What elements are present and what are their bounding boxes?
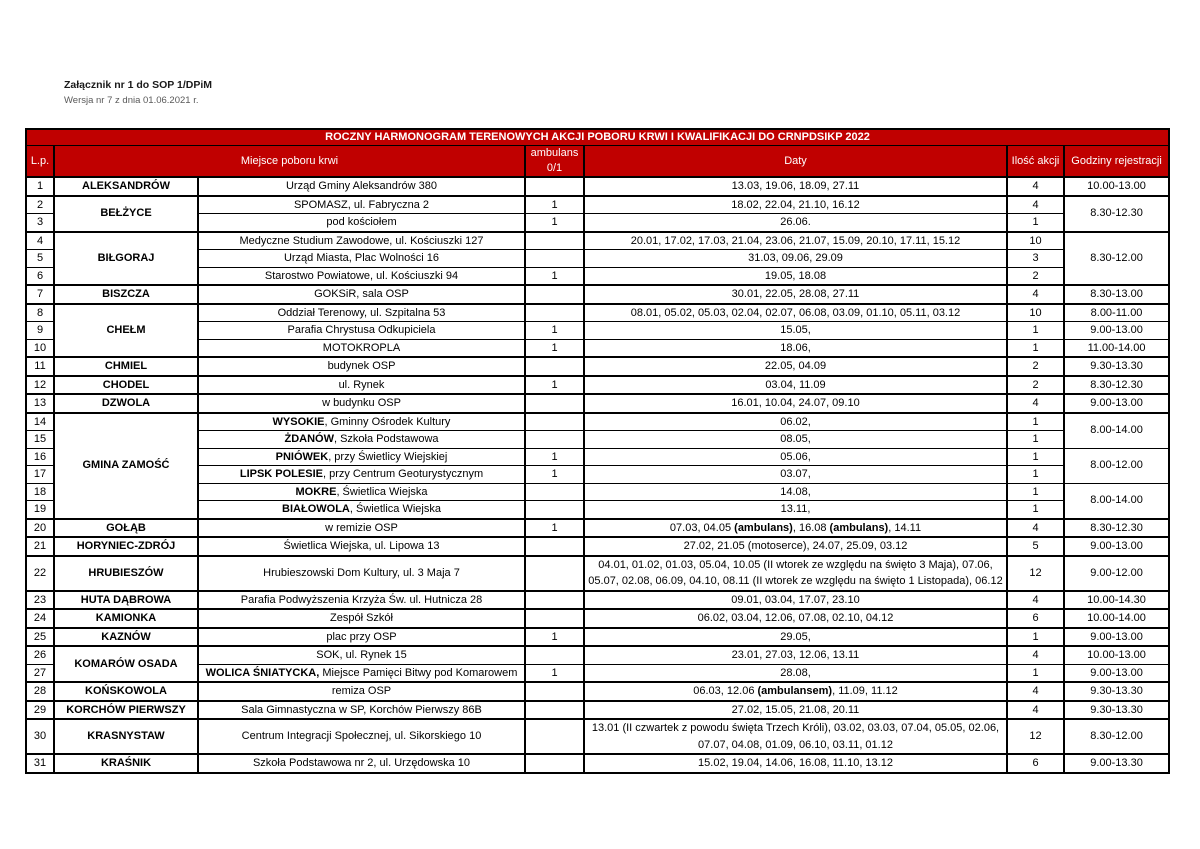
address-cell: Zespół Szkół bbox=[198, 609, 525, 628]
place-cell: GOŁĄB bbox=[54, 519, 198, 538]
address-cell: Hrubieszowski Dom Kultury, ul. 3 Maja 7 bbox=[198, 556, 525, 591]
count-cell: 12 bbox=[1007, 556, 1064, 591]
dates-cell: 04.01, 01.02, 01.03, 05.04, 10.05 (II wtorek ze względu na święto 3 Maja), 07.06, 05.07, 02.08, 06.09, 04.10, 08.11 (II wtorek ze względu na święto 1 Listopada), 06.12 bbox=[584, 556, 1007, 591]
ambulance-cell: 1 bbox=[525, 664, 584, 682]
dates-cell: 31.03, 09.06, 29.09 bbox=[584, 250, 1007, 268]
count-cell: 1 bbox=[1007, 501, 1064, 519]
dates-cell: 08.05, bbox=[584, 431, 1007, 449]
address-cell: ul. Rynek bbox=[198, 376, 525, 395]
hours-cell: 9.00-13.00 bbox=[1064, 628, 1169, 647]
address-cell: MOKRE, Świetlica Wiejska bbox=[198, 483, 525, 501]
count-cell: 1 bbox=[1007, 214, 1064, 232]
lp-cell: 19 bbox=[26, 501, 54, 519]
table-row bbox=[26, 483, 1169, 501]
lp-cell: 9 bbox=[26, 322, 54, 340]
count-cell: 1 bbox=[1007, 628, 1064, 647]
ambulance-cell bbox=[525, 232, 584, 250]
ambulance-cell bbox=[525, 556, 584, 591]
table-row bbox=[26, 556, 1169, 591]
place-cell: HORYNIEC-ZDRÓJ bbox=[54, 537, 198, 556]
hours-cell: 10.00-14.00 bbox=[1064, 609, 1169, 628]
dates-cell: 15.05, bbox=[584, 322, 1007, 340]
table-row bbox=[26, 591, 1169, 610]
lp-cell: 17 bbox=[26, 466, 54, 484]
dates-cell: 07.03, 04.05 (ambulans), 16.08 (ambulans), 14.11 bbox=[584, 519, 1007, 538]
count-cell: 4 bbox=[1007, 701, 1064, 720]
col-header-dates: Daty bbox=[584, 145, 1007, 177]
count-cell: 2 bbox=[1007, 376, 1064, 395]
address-cell: WYSOKIE, Gminny Ośrodek Kultury bbox=[198, 413, 525, 431]
place-cell: DZWOLA bbox=[54, 394, 198, 413]
place-cell: GMINA ZAMOŚĆ bbox=[54, 413, 198, 519]
table-row bbox=[26, 250, 1169, 268]
address-cell: Oddział Terenowy, ul. Szpitalna 53 bbox=[198, 304, 525, 322]
place-cell: CHMIEL bbox=[54, 357, 198, 376]
ambulance-cell: 1 bbox=[525, 339, 584, 357]
ambulance-cell bbox=[525, 609, 584, 628]
dates-cell: 03.07, bbox=[584, 466, 1007, 484]
address-cell: ŻDANÓW, Szkoła Podstawowa bbox=[198, 431, 525, 449]
lp-cell: 29 bbox=[26, 701, 54, 720]
dates-cell: 06.02, 03.04, 12.06, 07.08, 02.10, 04.12 bbox=[584, 609, 1007, 628]
col-header-ambulance-line2: 0/1 bbox=[546, 161, 563, 174]
hours-cell: 10.00-14.30 bbox=[1064, 591, 1169, 610]
dates-cell: 16.01, 10.04, 24.07, 09.10 bbox=[584, 394, 1007, 413]
table-row bbox=[26, 719, 1169, 754]
dates-cell: 06.03, 12.06 (ambulansem), 11.09, 11.12 bbox=[584, 682, 1007, 701]
dates-cell: 29.05, bbox=[584, 628, 1007, 647]
attachment-note: Załącznik nr 1 do SOP 1/DPiM bbox=[64, 79, 213, 91]
lp-cell: 8 bbox=[26, 304, 54, 322]
table-row bbox=[26, 322, 1169, 340]
count-cell: 2 bbox=[1007, 267, 1064, 285]
hours-cell: 9.00-13.00 bbox=[1064, 394, 1169, 413]
hours-cell: 9.00-13.00 bbox=[1064, 664, 1169, 682]
ambulance-cell bbox=[525, 357, 584, 376]
lp-cell: 4 bbox=[26, 232, 54, 250]
dates-cell: 14.08, bbox=[584, 483, 1007, 501]
hours-cell: 9.30-13.30 bbox=[1064, 357, 1169, 376]
version-note: Wersja nr 7 z dnia 01.06.2021 r. bbox=[64, 95, 199, 106]
table-row bbox=[26, 519, 1169, 538]
address-cell: pod kościołem bbox=[198, 214, 525, 232]
address-cell: PNIÓWEK, przy Świetlicy Wiejskiej bbox=[198, 448, 525, 466]
lp-cell: 24 bbox=[26, 609, 54, 628]
dates-cell: 15.02, 19.04, 14.06, 16.08, 11.10, 13.12 bbox=[584, 754, 1007, 773]
address-cell: Centrum Integracji Społecznej, ul. Sikorskiego 10 bbox=[198, 719, 525, 754]
ambulance-cell bbox=[525, 719, 584, 754]
lp-cell: 21 bbox=[26, 537, 54, 556]
address-cell: w budynku OSP bbox=[198, 394, 525, 413]
place-cell: CHEŁM bbox=[54, 304, 198, 358]
dates-cell: 27.02, 21.05 (motoserce), 24.07, 25.09, 03.12 bbox=[584, 537, 1007, 556]
dates-cell: 13.01 (II czwartek z powodu święta Trzech Króli), 03.02, 03.03, 07.04, 05.05, 02.06, 07.07, 04.08, 01.09, 06.10, 03.11, 01.12 bbox=[584, 719, 1007, 754]
address-cell: Sala Gimnastyczna w SP, Korchów Pierwszy 86B bbox=[198, 701, 525, 720]
ambulance-cell bbox=[525, 431, 584, 449]
table-row bbox=[26, 177, 1169, 196]
hours-cell: 8.00-14.00 bbox=[1064, 413, 1169, 449]
ambulance-cell bbox=[525, 285, 584, 304]
table-row bbox=[26, 646, 1169, 664]
count-cell: 12 bbox=[1007, 719, 1064, 754]
hours-cell: 9.30-13.30 bbox=[1064, 701, 1169, 720]
col-header-ambulance bbox=[525, 145, 584, 177]
ambulance-cell bbox=[525, 304, 584, 322]
table-row bbox=[26, 628, 1169, 647]
hours-cell: 8.30-12.30 bbox=[1064, 376, 1169, 395]
place-cell: CHODEL bbox=[54, 376, 198, 395]
place-cell: KRAŚNIK bbox=[54, 754, 198, 773]
count-cell: 5 bbox=[1007, 537, 1064, 556]
dates-cell: 27.02, 15.05, 21.08, 20.11 bbox=[584, 701, 1007, 720]
col-header-hours: Godziny rejestracji bbox=[1064, 145, 1169, 177]
lp-cell: 13 bbox=[26, 394, 54, 413]
address-cell: budynek OSP bbox=[198, 357, 525, 376]
count-cell: 4 bbox=[1007, 591, 1064, 610]
table-row bbox=[26, 701, 1169, 720]
dates-cell: 30.01, 22.05, 28.08, 27.11 bbox=[584, 285, 1007, 304]
place-cell: HRUBIESZÓW bbox=[54, 556, 198, 591]
dates-cell: 08.01, 05.02, 05.03, 02.04, 02.07, 06.08, 03.09, 01.10, 05.11, 03.12 bbox=[584, 304, 1007, 322]
col-header-lp: L.p. bbox=[26, 145, 54, 177]
lp-cell: 22 bbox=[26, 556, 54, 591]
ambulance-cell: 1 bbox=[525, 196, 584, 214]
hours-cell: 8.30-12.30 bbox=[1064, 196, 1169, 232]
lp-cell: 1 bbox=[26, 177, 54, 196]
hours-cell: 8.30-13.00 bbox=[1064, 285, 1169, 304]
count-cell: 4 bbox=[1007, 646, 1064, 664]
ambulance-cell: 1 bbox=[525, 466, 584, 484]
dates-cell: 20.01, 17.02, 17.03, 21.04, 23.06, 21.07, 15.09, 20.10, 17.11, 15.12 bbox=[584, 232, 1007, 250]
count-cell: 1 bbox=[1007, 483, 1064, 501]
address-cell: Parafia Chrystusa Odkupiciela bbox=[198, 322, 525, 340]
ambulance-cell bbox=[525, 646, 584, 664]
address-cell: Parafia Podwyższenia Krzyża Św. ul. Hutnicza 28 bbox=[198, 591, 525, 610]
lp-cell: 5 bbox=[26, 250, 54, 268]
ambulance-cell bbox=[525, 413, 584, 431]
hours-cell: 9.00-13.30 bbox=[1064, 754, 1169, 773]
address-cell: GOKSiR, sala OSP bbox=[198, 285, 525, 304]
place-cell: BEŁŻYCE bbox=[54, 196, 198, 232]
lp-cell: 7 bbox=[26, 285, 54, 304]
document-annotations bbox=[64, 79, 212, 106]
hours-cell: 11.00-14.00 bbox=[1064, 339, 1169, 357]
lp-cell: 11 bbox=[26, 357, 54, 376]
table-row bbox=[26, 339, 1169, 357]
place-cell: KOŃSKOWOLA bbox=[54, 682, 198, 701]
ambulance-cell bbox=[525, 250, 584, 268]
place-cell: KAMIONKA bbox=[54, 609, 198, 628]
place-cell: ALEKSANDRÓW bbox=[54, 177, 198, 196]
dates-cell: 06.02, bbox=[584, 413, 1007, 431]
count-cell: 1 bbox=[1007, 664, 1064, 682]
address-cell: SOK, ul. Rynek 15 bbox=[198, 646, 525, 664]
ambulance-cell bbox=[525, 682, 584, 701]
table-row bbox=[26, 357, 1169, 376]
column-header-row bbox=[26, 145, 1169, 177]
count-cell: 1 bbox=[1007, 339, 1064, 357]
dates-cell: 23.01, 27.03, 12.06, 13.11 bbox=[584, 646, 1007, 664]
count-cell: 10 bbox=[1007, 304, 1064, 322]
lp-cell: 6 bbox=[26, 267, 54, 285]
count-cell: 6 bbox=[1007, 754, 1064, 773]
count-cell: 4 bbox=[1007, 285, 1064, 304]
lp-cell: 10 bbox=[26, 339, 54, 357]
count-cell: 1 bbox=[1007, 466, 1064, 484]
lp-cell: 3 bbox=[26, 214, 54, 232]
address-cell: Medyczne Studium Zawodowe, ul. Kościuszki 127 bbox=[198, 232, 525, 250]
hours-cell: 8.30-12.30 bbox=[1064, 519, 1169, 538]
address-cell: remiza OSP bbox=[198, 682, 525, 701]
table-row bbox=[26, 466, 1169, 484]
schedule-table-header bbox=[26, 129, 1169, 177]
ambulance-cell: 1 bbox=[525, 628, 584, 647]
address-cell: BIAŁOWOLA, Świetlica Wiejska bbox=[198, 501, 525, 519]
count-cell: 6 bbox=[1007, 609, 1064, 628]
ambulance-cell bbox=[525, 537, 584, 556]
ambulance-cell bbox=[525, 591, 584, 610]
hours-cell: 8.00-12.00 bbox=[1064, 448, 1169, 483]
table-row bbox=[26, 431, 1169, 449]
dates-cell: 05.06, bbox=[584, 448, 1007, 466]
lp-cell: 2 bbox=[26, 196, 54, 214]
address-cell: Świetlica Wiejska, ul. Lipowa 13 bbox=[198, 537, 525, 556]
schedule-table bbox=[25, 128, 1170, 774]
table-title-row bbox=[26, 129, 1169, 145]
lp-cell: 31 bbox=[26, 754, 54, 773]
ambulance-cell: 1 bbox=[525, 448, 584, 466]
count-cell: 4 bbox=[1007, 682, 1064, 701]
ambulance-cell: 1 bbox=[525, 376, 584, 395]
place-cell: KORCHÓW PIERWSZY bbox=[54, 701, 198, 720]
address-cell: Szkoła Podstawowa nr 2, ul. Urzędowska 10 bbox=[198, 754, 525, 773]
lp-cell: 27 bbox=[26, 664, 54, 682]
count-cell: 1 bbox=[1007, 322, 1064, 340]
table-row bbox=[26, 285, 1169, 304]
lp-cell: 18 bbox=[26, 483, 54, 501]
address-cell: Starostwo Powiatowe, ul. Kościuszki 94 bbox=[198, 267, 525, 285]
place-cell: BIŁGORAJ bbox=[54, 232, 198, 286]
col-header-place: Miejsce poboru krwi bbox=[54, 145, 525, 177]
table-row bbox=[26, 609, 1169, 628]
place-cell: KOMARÓW OSADA bbox=[54, 646, 198, 682]
hours-cell: 10.00-13.00 bbox=[1064, 177, 1169, 196]
count-cell: 1 bbox=[1007, 413, 1064, 431]
table-row bbox=[26, 682, 1169, 701]
lp-cell: 23 bbox=[26, 591, 54, 610]
table-row bbox=[26, 304, 1169, 322]
table-row bbox=[26, 754, 1169, 773]
dates-cell: 18.02, 22.04, 21.10, 16.12 bbox=[584, 196, 1007, 214]
ambulance-cell: 1 bbox=[525, 267, 584, 285]
lp-cell: 28 bbox=[26, 682, 54, 701]
hours-cell: 8.30-12.00 bbox=[1064, 719, 1169, 754]
hours-cell: 10.00-13.00 bbox=[1064, 646, 1169, 664]
count-cell: 4 bbox=[1007, 394, 1064, 413]
ambulance-cell: 1 bbox=[525, 214, 584, 232]
count-cell: 3 bbox=[1007, 250, 1064, 268]
lp-cell: 30 bbox=[26, 719, 54, 754]
table-row bbox=[26, 232, 1169, 250]
lp-cell: 25 bbox=[26, 628, 54, 647]
table-row bbox=[26, 413, 1169, 431]
dates-cell: 28.08, bbox=[584, 664, 1007, 682]
dates-cell: 18.06, bbox=[584, 339, 1007, 357]
place-cell: BISZCZA bbox=[54, 285, 198, 304]
ambulance-cell: 1 bbox=[525, 519, 584, 538]
table-row bbox=[26, 394, 1169, 413]
schedule-table-body bbox=[26, 177, 1169, 773]
ambulance-cell bbox=[525, 701, 584, 720]
dates-cell: 13.03, 19.06, 18.09, 27.11 bbox=[584, 177, 1007, 196]
col-header-ambulance-line1: ambulans bbox=[530, 147, 579, 160]
address-cell: Urząd Gminy Aleksandrów 380 bbox=[198, 177, 525, 196]
place-cell: KAZNÓW bbox=[54, 628, 198, 647]
dates-cell: 26.06. bbox=[584, 214, 1007, 232]
col-header-count: Ilość akcji bbox=[1007, 145, 1064, 177]
address-cell: SPOMASZ, ul. Fabryczna 2 bbox=[198, 196, 525, 214]
address-cell: w remizie OSP bbox=[198, 519, 525, 538]
hours-cell: 9.00-12.00 bbox=[1064, 556, 1169, 591]
ambulance-cell bbox=[525, 177, 584, 196]
address-cell: MOTOKROPLA bbox=[198, 339, 525, 357]
table-row bbox=[26, 214, 1169, 232]
count-cell: 2 bbox=[1007, 357, 1064, 376]
hours-cell: 8.00-11.00 bbox=[1064, 304, 1169, 322]
address-cell: WOLICA ŚNIATYCKA, Miejsce Pamięci Bitwy pod Komarowem bbox=[198, 664, 525, 682]
table-row bbox=[26, 664, 1169, 682]
dates-cell: 13.11, bbox=[584, 501, 1007, 519]
ambulance-cell bbox=[525, 483, 584, 501]
lp-cell: 12 bbox=[26, 376, 54, 395]
place-cell: HUTA DĄBROWA bbox=[54, 591, 198, 610]
hours-cell: 9.00-13.00 bbox=[1064, 537, 1169, 556]
count-cell: 10 bbox=[1007, 232, 1064, 250]
ambulance-cell: 1 bbox=[525, 322, 584, 340]
lp-cell: 26 bbox=[26, 646, 54, 664]
table-row bbox=[26, 537, 1169, 556]
place-cell: KRASNYSTAW bbox=[54, 719, 198, 754]
lp-cell: 20 bbox=[26, 519, 54, 538]
ambulance-cell bbox=[525, 501, 584, 519]
ambulance-cell bbox=[525, 754, 584, 773]
table-row bbox=[26, 267, 1169, 285]
count-cell: 4 bbox=[1007, 196, 1064, 214]
count-cell: 1 bbox=[1007, 448, 1064, 466]
hours-cell: 9.00-13.00 bbox=[1064, 322, 1169, 340]
table-title: ROCZNY HARMONOGRAM TERENOWYCH AKCJI POBORU KRWI I KWALIFIKACJI DO CRNPDSIKP 2022 bbox=[26, 129, 1169, 145]
address-cell: LIPSK POLESIE, przy Centrum Geoturystycznym bbox=[198, 466, 525, 484]
count-cell: 4 bbox=[1007, 177, 1064, 196]
table-row bbox=[26, 196, 1169, 214]
table-row bbox=[26, 501, 1169, 519]
table-row bbox=[26, 376, 1169, 395]
lp-cell: 16 bbox=[26, 448, 54, 466]
address-cell: Urząd Miasta, Plac Wolności 16 bbox=[198, 250, 525, 268]
lp-cell: 14 bbox=[26, 413, 54, 431]
address-cell: plac przy OSP bbox=[198, 628, 525, 647]
hours-cell: 9.30-13.30 bbox=[1064, 682, 1169, 701]
hours-cell: 8.00-14.00 bbox=[1064, 483, 1169, 519]
dates-cell: 03.04, 11.09 bbox=[584, 376, 1007, 395]
dates-cell: 09.01, 03.04, 17.07, 23.10 bbox=[584, 591, 1007, 610]
hours-cell: 8.30-12.00 bbox=[1064, 232, 1169, 286]
dates-cell: 19.05, 18.08 bbox=[584, 267, 1007, 285]
ambulance-cell bbox=[525, 394, 584, 413]
lp-cell: 15 bbox=[26, 431, 54, 449]
count-cell: 4 bbox=[1007, 519, 1064, 538]
table-row bbox=[26, 448, 1169, 466]
count-cell: 1 bbox=[1007, 431, 1064, 449]
dates-cell: 22.05, 04.09 bbox=[584, 357, 1007, 376]
